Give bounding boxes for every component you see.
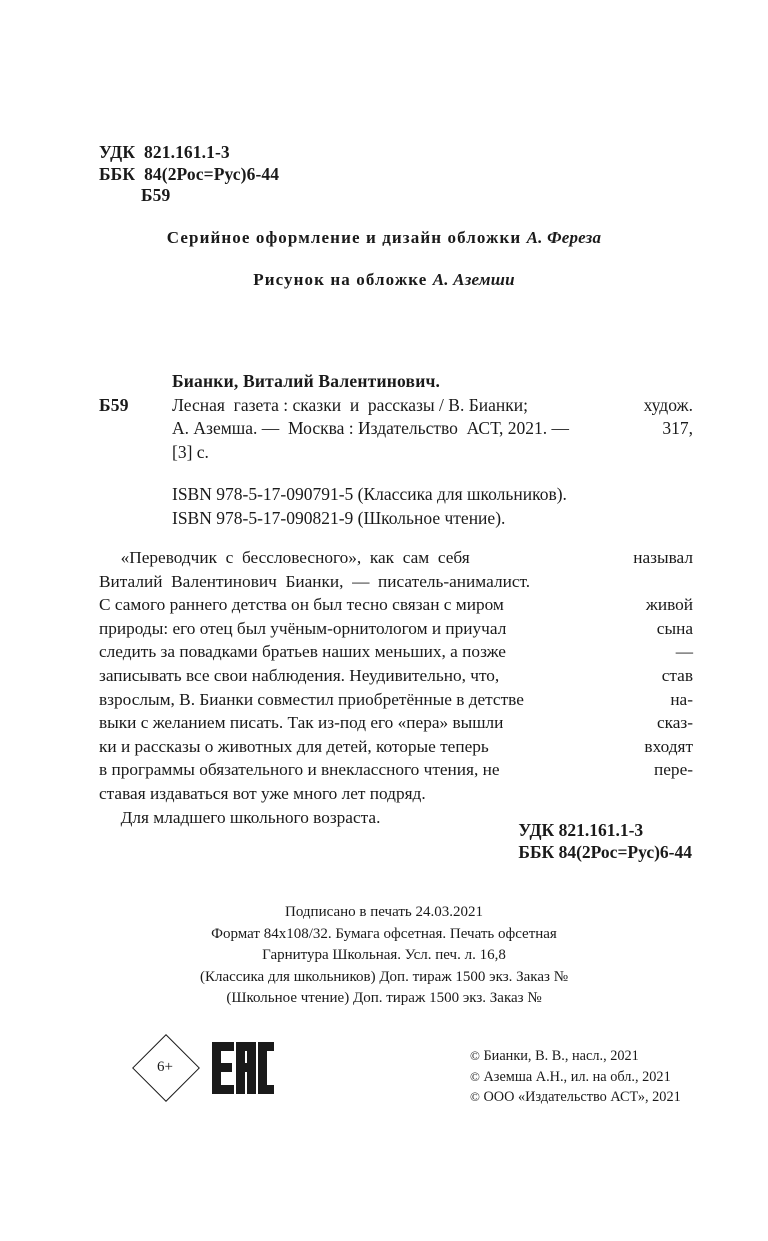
annotation-line — [99, 546, 693, 570]
imprint-print-run-classics: (Классика для школьников) Доп. тираж 1500 экз. Заказ № — [199, 968, 569, 985]
copyright-symbol: © — [470, 1048, 480, 1063]
imprint-block — [0, 902, 768, 1010]
series-design-label: Серийное оформление и дизайн обложки — [166, 228, 527, 247]
annotation-text — [99, 546, 693, 829]
annotation-line-right: став — [661, 665, 693, 685]
series-design-designer: А. Фереза — [526, 228, 602, 247]
annotation-line — [99, 593, 693, 617]
annotation-line-right: входят — [644, 736, 693, 756]
annotation-line — [99, 735, 693, 759]
copyright-line — [470, 1087, 681, 1108]
imprint-signed-date: Подписано в печать 24.03.2021 — [285, 904, 483, 920]
isbn-block — [172, 483, 567, 530]
annotation-line-right: пере- — [654, 760, 693, 780]
imprint-format: Формат 84х108/32. Бумага офсетная. Печать офсетная — [211, 925, 557, 942]
copyright-symbol: © — [470, 1068, 480, 1084]
annotation-line — [99, 570, 693, 594]
bibliographic-record — [99, 370, 693, 464]
classification-codes — [99, 142, 279, 207]
annotation-line-left: выки с желанием писать. Так из-под его «пера» вышли — [99, 713, 504, 733]
annotation-line-left: взрослым, В. Бианки совместил приобретённые в детстве — [99, 689, 524, 709]
copyright-line — [470, 1067, 681, 1088]
annotation-audience-line: Для младшего школьного возраста. — [99, 807, 381, 827]
annotation-line-left: записывать все свои наблюдения. Неудивительно, что, — [99, 665, 500, 685]
series-design-credit — [0, 228, 768, 248]
bbk-code-repeat: ББК 84(2Рос=Рус)6-44 — [518, 841, 692, 862]
classification-codes-repeat — [518, 820, 692, 863]
record-body — [99, 394, 693, 465]
record-line-2 — [172, 417, 693, 441]
udk-code: УДК 821.161.1-3 — [99, 142, 230, 162]
annotation-line-right: — — [675, 642, 693, 662]
copyright-symbol: © — [470, 1089, 480, 1105]
cover-art-credit — [0, 270, 768, 290]
record-line-3: [3] с. — [172, 441, 209, 462]
record-line-1-left: Лесная газета : сказки и рассказы / В. Бианки; — [172, 394, 528, 415]
certification-marks — [140, 1036, 320, 1116]
shelf-mark: Б59 — [141, 185, 171, 205]
record-line-2-right: 317, — [662, 418, 693, 438]
copyright-line — [470, 1046, 681, 1067]
annotation-line-right: сына — [656, 618, 693, 638]
isbn-line-1: ISBN 978-5-17-090791-5 (Классика для школьников). — [172, 484, 567, 504]
annotation-line-right: сказ- — [656, 713, 693, 733]
annotation-line-right: живой — [645, 595, 693, 615]
record-line-1 — [172, 394, 693, 418]
record-line-2-left: А. Аземша. — Москва : Издательство АСТ, 2021. — — [172, 418, 570, 438]
annotation-final-line: ставая издаваться вот уже много лет подряд. — [99, 783, 426, 803]
imprint-typeface: Гарнитура Школьная. Усл. печ. л. 16,8 — [262, 947, 506, 963]
annotation-line — [99, 640, 693, 664]
imprint-print-run-school: (Школьное чтение) Доп. тираж 1500 экз. Заказ № — [226, 990, 542, 1006]
annotation-line-left: Виталий Валентинович Бианки, — писатель-анималист. — [99, 571, 531, 591]
annotation-line — [99, 711, 693, 735]
age-rating-label: 6+ — [157, 1058, 173, 1075]
udk-code-repeat: УДК 821.161.1-3 — [518, 820, 644, 840]
annotation-line — [99, 758, 693, 782]
annotation-line-left: следить за повадками братьев наших меньших, а позже — [99, 642, 506, 662]
copyright-block — [470, 1046, 681, 1108]
bbk-code: ББК 84(2Рос=Рус)6-44 — [99, 163, 280, 184]
cover-art-label: Рисунок на обложке — [253, 270, 433, 289]
eac-conformity-icon — [212, 1042, 274, 1094]
annotation-line — [99, 688, 693, 712]
annotation-line-left: ки и рассказы о животных для детей, которые теперь — [99, 736, 489, 756]
cover-art-artist: А. Аземши — [432, 270, 515, 289]
annotation-line-left: С самого раннего детства он был тесно связан с миром — [99, 595, 504, 615]
annotation-line-left: «Переводчик с бессловесного», как сам себя — [99, 548, 470, 567]
record-author: Бианки, Виталий Валентинович. — [172, 371, 441, 391]
annotation-line-left: в программы обязательного и внеклассного чтения, не — [99, 760, 500, 780]
copyright-holder-illustrator: Аземша А.Н., ил. на обл., 2021 — [483, 1068, 671, 1085]
annotation-line-right: на- — [670, 689, 693, 709]
annotation-line — [99, 664, 693, 688]
annotation-line — [99, 617, 693, 641]
record-shelf-mark: Б59 — [99, 394, 129, 415]
copyright-holder-author: Бианки, В. В., насл., 2021 — [483, 1048, 639, 1064]
isbn-line-2: ISBN 978-5-17-090821-9 (Школьное чтение). — [172, 507, 506, 528]
copyright-holder-publisher: ООО «Издательство АСТ», 2021 — [483, 1089, 681, 1106]
record-line-1-right: худож. — [643, 394, 693, 415]
annotation-line-right: называл — [633, 548, 693, 567]
annotation-line-left: природы: его отец был учёным-орнитологом и приучал — [99, 618, 507, 638]
